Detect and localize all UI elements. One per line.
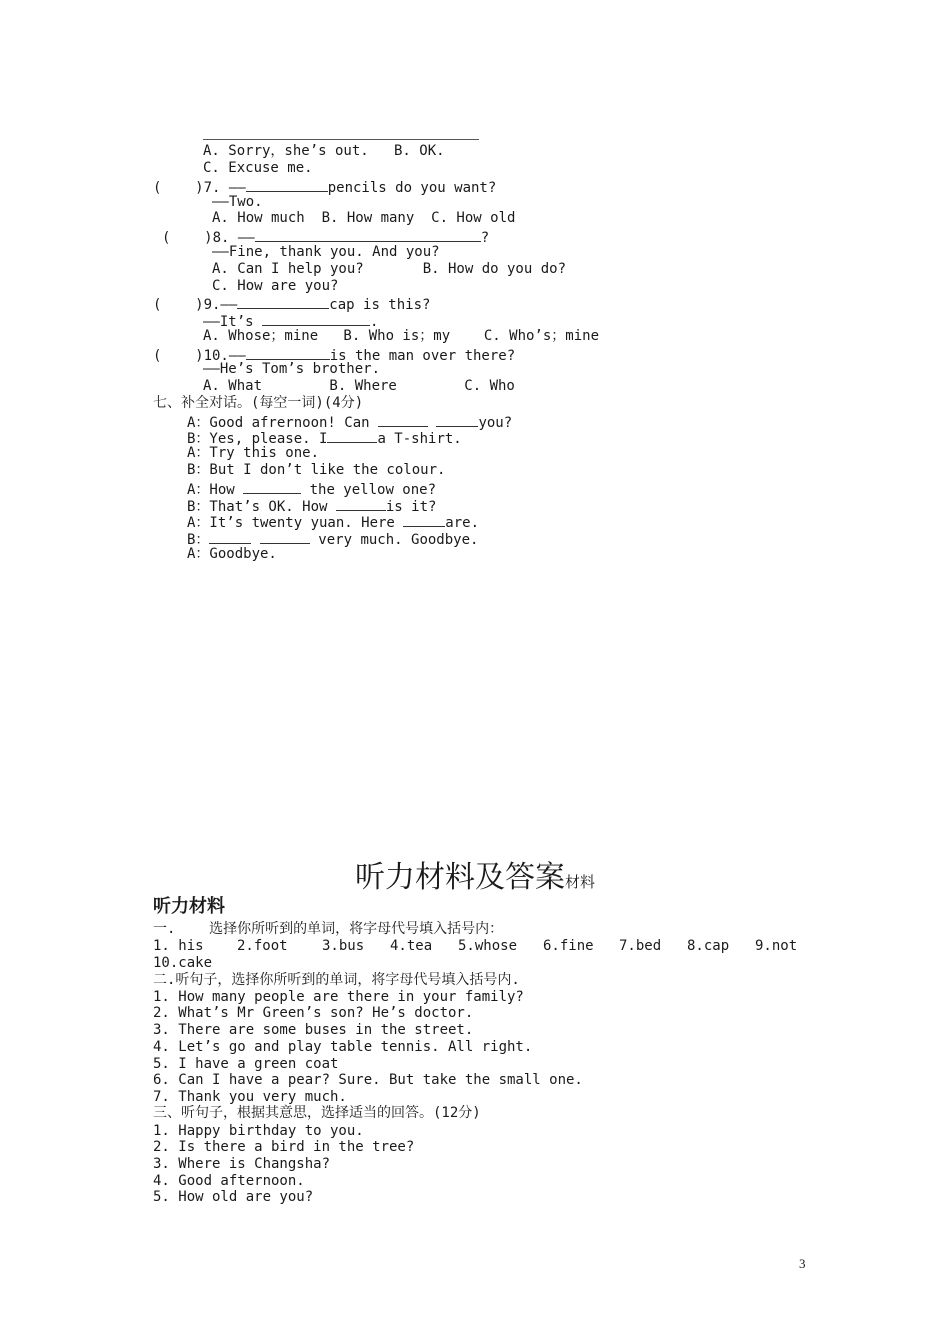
dialogue-blank[interactable]	[209, 529, 251, 544]
part-1-word: 5.whose	[458, 938, 518, 954]
answer-blank[interactable]	[237, 294, 329, 309]
question-10-options: A. What B. Where C. Who	[203, 378, 515, 394]
question-7	[153, 177, 496, 197]
dialogue-text: is it?	[385, 499, 437, 515]
part-1-word: 10.cake	[153, 955, 213, 971]
question-8-options-line-2: C. How are you?	[212, 278, 339, 294]
question-10-number: ( )10.——	[153, 348, 246, 364]
dialogue-blank[interactable]	[327, 428, 377, 443]
part-2-item: 6. Can I have a pear? Sure. But take the small one.	[153, 1072, 583, 1088]
answer-blank[interactable]	[246, 345, 330, 360]
question-8-number: ( )8. ——	[162, 230, 255, 246]
part-3-item: 4. Good afternoon.	[153, 1173, 305, 1189]
dialogue-blank[interactable]	[403, 512, 445, 527]
question-9-reply-end: .	[370, 314, 379, 330]
dialogue-text: A：It’s twenty yuan. Here	[187, 515, 404, 531]
listening-heading-main: 听力材料及答案	[354, 860, 565, 895]
part-3-title: 三、听句子，根据其意思，选择适当的回答。(12分)	[153, 1105, 481, 1121]
part-3-item: 2. Is there a bird in the tree?	[153, 1139, 415, 1155]
listening-heading-small: 材料	[564, 873, 595, 891]
section-7-title: 七、补全对话。(每空一词)(4分)	[153, 395, 364, 411]
part-2-item: 5. I have a green coat	[153, 1056, 339, 1072]
question-9-text: cap is this?	[329, 297, 431, 313]
part-1-word: 8.cap	[687, 938, 730, 954]
dialogue-text: you?	[478, 415, 513, 431]
dialogue-line-3: A：Try this one.	[187, 445, 320, 461]
question-9-number: ( )9.——	[153, 297, 238, 313]
part-1-title: 一. 选择你所听到的单词，将字母代号填入括号内：	[153, 921, 504, 937]
part-1-word: 6.fine	[543, 938, 594, 954]
part-1-word: 3.bus	[322, 938, 365, 954]
question-8-options-line-1: A. Can I help you? B. How do you do?	[212, 261, 567, 277]
dialogue-blank[interactable]	[260, 529, 310, 544]
dialogue-line-4: B：But I don’t like the colour.	[187, 462, 446, 478]
page-number: 3	[799, 1256, 806, 1271]
part-3-item: 5. How old are you?	[153, 1189, 314, 1205]
question-9-reply-start: ——It’s	[203, 314, 263, 330]
dialogue-text: A：Good afrernoon! Can	[187, 415, 379, 431]
dialogue-text: a T-shirt.	[377, 431, 462, 447]
part-1-word: 9.not	[755, 938, 798, 954]
question-10-reply: ——He’s Tom’s brother.	[203, 361, 381, 377]
question-8-tail: ?	[480, 230, 490, 246]
dialogue-blank[interactable]	[336, 496, 386, 511]
listening-heading	[0, 860, 950, 900]
question-8-reply: ——Fine, thank you. And you?	[212, 244, 440, 260]
dialogue-line-9: A：Goodbye.	[187, 546, 277, 562]
part-2-item: 3. There are some buses in the street.	[153, 1022, 474, 1038]
question-10-text: is the man over there?	[329, 348, 516, 364]
dialogue-blank[interactable]	[378, 412, 428, 427]
question-7-number: ( )7. ——	[153, 180, 246, 196]
part-2-item: 7. Thank you very much.	[153, 1089, 347, 1105]
dialogue-text: B：	[187, 532, 210, 548]
part-2-item: 1. How many people are there in your family?	[153, 989, 524, 1005]
dialogue-text: the yellow one?	[301, 482, 437, 498]
q6-option-line-1: A. Sorry，she’s out. B. OK.	[203, 143, 445, 159]
dialogue-text: B：That’s OK. How	[187, 499, 336, 515]
q6-option-line-2: C. Excuse me.	[203, 160, 313, 176]
part-2-item: 2. What’s Mr Green’s son? He’s doctor.	[153, 1005, 474, 1021]
dialogue-text: A：How	[187, 482, 244, 498]
part-1-word: 2.foot	[237, 938, 288, 954]
part-2-title: 二.听句子，选择你所听到的单词，将字母代号填入括号内.	[153, 972, 520, 988]
dialogue-text: very much. Goodbye.	[309, 532, 479, 548]
question-7-text: pencils do you want?	[327, 180, 497, 196]
part-1-word: 1. his	[153, 938, 204, 954]
dialogue-blank[interactable]	[243, 479, 301, 494]
dialogue-text: B：Yes, please. I	[187, 431, 328, 447]
dialogue-blank[interactable]	[436, 412, 478, 427]
answer-blank-line	[203, 139, 479, 140]
question-9-options: A. Whose；mine B. Who is；my C. Who’s；mine	[203, 328, 600, 344]
question-7-options: A. How much B. How many C. How old	[212, 210, 516, 226]
part-3-item: 3. Where is Changsha?	[153, 1156, 331, 1172]
part-2-item: 4. Let’s go and play table tennis. All right.	[153, 1039, 533, 1055]
listening-subheading: 听力材料	[153, 896, 225, 917]
question-7-reply: ——Two.	[212, 194, 263, 210]
dialogue-text: are.	[445, 515, 480, 531]
answer-blank[interactable]	[255, 227, 481, 242]
part-1-word: 4.tea	[390, 938, 433, 954]
answer-blank[interactable]	[262, 311, 370, 326]
answer-blank[interactable]	[246, 177, 328, 192]
part-1-word: 7.bed	[619, 938, 662, 954]
part-3-item: 1. Happy birthday to you.	[153, 1123, 364, 1139]
